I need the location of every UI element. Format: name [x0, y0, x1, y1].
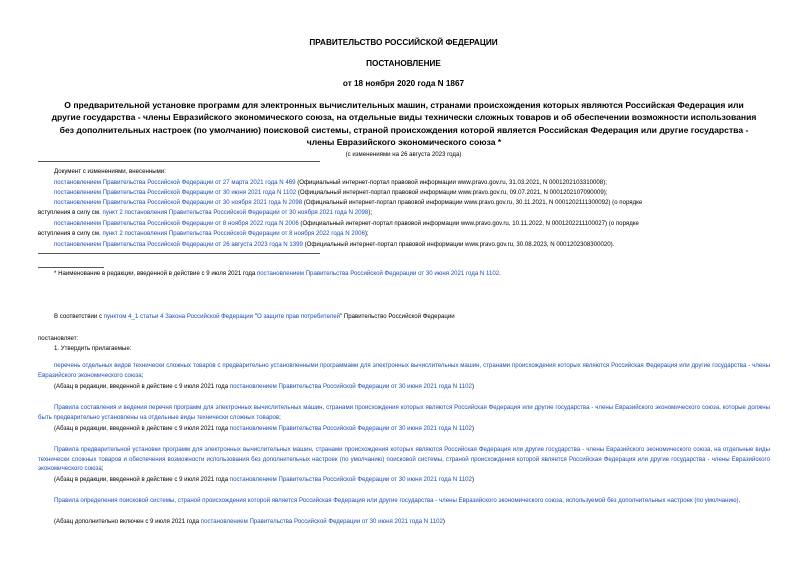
change-item: постановлением Правительства Российской Федерации от 30 июня 2021 года N 1102 (Официальный интернет-портал правовой информации www.pravo.gov.ru, 09.07.2021, N 0001202107090009);: [54, 189, 608, 196]
approved-doc-link[interactable]: Правила предварительной установки программ для электронных вычислительных машин, странами происхождения которых являются Российская Федерация или другие государства - члены Евразийского экономического союза, на отдельные виды технически сложных товаров и обеспечения возможности использования без дополнительных настроек (по умолчанию) поисковой системы, страной происхождения которой является Российская Федерация или другие государства - члены Евразийского экономического союза: [38, 446, 770, 473]
footnote-divider: [38, 267, 104, 268]
change-item: постановлением Правительства Российской Федерации от 30 ноября 2021 года N 2098 (Официальный интернет-портал правовой информации www.pravo.gov.ru, 30.11.2021, N 0001202111300092) (о порядке: [54, 199, 643, 206]
change-item: постановлением Правительства Российской Федерации от 8 ноября 2022 года N 2006 (Официальный интернет-портал правовой информации www.pravo.gov.ru, 10.11.2022, N 0001202211100027) (о порядке: [54, 220, 639, 227]
law-title-link[interactable]: О защите прав потребителей: [256, 313, 340, 320]
law-article-link[interactable]: пунктом 4_1 статьи 4 Закона Российской Федерации: [103, 313, 254, 320]
change-item: постановлением Правительства Российской Федерации от 26 августа 2023 года N 1399 (Официальный интернет-портал правовой информации www.pravo.gov.ru, 30.08.2023, N 0001202308300020).: [54, 241, 615, 248]
title-line: О предварительной установке программ для электронных вычислительных машин, странами происхождения которых являются Российская Федерация или: [64, 100, 744, 110]
title-line: члены Евразийского экономического союза *: [306, 137, 502, 148]
change-link[interactable]: постановлением Правительства Российской Федерации от 8 ноября 2022 года N 2006: [54, 220, 299, 227]
change-link[interactable]: постановлением Правительства Российской Федерации от 26 августа 2023 года N 1399: [54, 241, 303, 248]
change-item: постановлением Правительства Российской Федерации от 27 марта 2021 года N 469 (Официальный интернет-портал правовой информации www.pravo.gov.ru, 31.03.2021, N 0001202103310008);: [54, 179, 607, 186]
item-1: 1. Утвердить прилагаемые:: [54, 345, 132, 352]
change-link[interactable]: постановлением Правительства Российской Федерации от 30 ноября 2021 года N 2098: [54, 199, 303, 206]
revision-note: (Абзац в редакции, введенной в действие с 9 июля 2021 года постановлением Правительства Российской Федерации от 30 июня 2021 года N 1102): [54, 476, 474, 483]
revision-link[interactable]: постановлением Правительства Российской Федерации от 30 июня 2021 года N 1102: [229, 383, 472, 390]
document-title: [34, 99, 774, 149]
change-link[interactable]: постановлением Правительства Российской Федерации от 30 июня 2021 года N 1102: [54, 189, 297, 196]
effective-date-link[interactable]: пункт 2 постановления Правительства Российской Федерации от 30 ноября 2021 года N 2098: [102, 209, 369, 216]
approved-doc-link[interactable]: Правила определения поисковой системы, страной происхождения которой является Российская Федерация или другие государства - члены Евразийского экономического союза, используемой без дополнительных настроек (по умолчанию): [54, 497, 739, 504]
footnote: * Наименование в редакции, введенной в действие с 9 июля 2021 года постановлением Правительства Российской Федерации от 30 июня 2021 года N 1102.: [54, 270, 501, 277]
date-number-heading: от 18 ноября 2020 года N 1867: [342, 79, 465, 88]
footnote-link[interactable]: постановлением Правительства Российской Федерации от 30 июня 2021 года N 1102: [256, 270, 500, 277]
revision-note: (Абзац в редакции, введенной в действие с 9 июля 2021 года постановлением Правительства Российской Федерации от 30 июня 2021 года N 1102): [54, 383, 474, 390]
effective-date-link[interactable]: пункт 2 постановления Правительства Российской Федерации от 8 ноября 2022 года N 2006: [102, 230, 365, 237]
approved-doc: Правила предварительной установки программ для электронных вычислительных машин, странами происхождения которых являются Российская Федерация или другие государства - члены Евразийского экономического союза, на отдельные виды технически сложных товаров и обеспечения возможности использования без дополнительных настроек (по умолчанию) поисковой системы, страной происхождения которой является Российская Федерация или другие государства - члены Евразийского экономического союза;: [38, 446, 770, 473]
revision-note: (Абзац в редакции, введенной в действие с 9 июля 2021 года постановлением Правительства Российской Федерации от 30 июня 2021 года N 1102): [54, 425, 474, 432]
approved-doc: Правила определения поисковой системы, страной происхождения которой является Российская Федерация или другие государства - члены Евразийского экономического союза, используемой без дополнительных настроек (по умолчанию).: [54, 497, 741, 504]
title-line: другие государства - члены Евразийского экономического союза, на отдельные виды технически сложных товаров и об обеспечении возможности использования: [51, 112, 757, 123]
amended-note: (с изменениями на 26 августа 2023 года): [345, 151, 462, 158]
preamble: В соответствии с пунктом 4_1 статьи 4 Закона Российской Федерации "О защите прав потребителей" Правительство Российской Федерации: [54, 313, 455, 320]
change-link[interactable]: постановлением Правительства Российской Федерации от 27 марта 2021 года N 469: [54, 179, 296, 186]
divider: [38, 161, 320, 162]
revision-link[interactable]: постановлением Правительства Российской Федерации от 30 июня 2021 года N 1102: [200, 518, 443, 525]
divider: [38, 253, 320, 254]
changes-intro: Документ с изменениями, внесенными:: [54, 168, 166, 175]
approved-doc-link[interactable]: перечень отдельных видов технически сложных товаров с предварительно установленными программами для электронных вычислительных машин, странами происхождения которых являются Российская Федерация или другие государства - члены Евразийского экономического союза: [38, 362, 770, 379]
title-line: без дополнительных настроек (по умолчанию) поисковой системы, страной происхождения которой является Российская Федерация или другие государства -: [59, 124, 749, 135]
revision-note: (Абзац дополнительно включен с 9 июля 2021 года постановлением Правительства Российской Федерации от 30 июня 2021 года N 1102): [54, 518, 445, 525]
change-item-cont: вступления в силу см. пункт 2 постановления Правительства Российской Федерации от 30 ноября 2021 года N 2098);: [38, 209, 373, 216]
approved-doc-link[interactable]: Правила составления и ведения перечня программ для электронных вычислительных машин, странами происхождения которых являются Российская Федерация или другие государства - члены Евразийского экономического союза, которые должны быть предварительно установлены на отдельные виды технически сложных товаров: [38, 404, 770, 421]
change-item-cont: вступления в силу см. пункт 2 постановления Правительства Российской Федерации от 8 ноября 2022 года N 2006);: [38, 230, 369, 237]
approved-doc: Правила составления и ведения перечня программ для электронных вычислительных машин, странами происхождения которых являются Российская Федерация или другие государства - члены Евразийского экономического союза, которые должны быть предварительно установлены на отдельные виды технически сложных товаров;: [38, 404, 770, 421]
doc-type-heading: ПОСТАНОВЛЕНИЕ: [366, 59, 441, 68]
government-heading: ПРАВИТЕЛЬСТВО РОССИЙСКОЙ ФЕДЕРАЦИИ: [309, 38, 498, 47]
revision-link[interactable]: постановлением Правительства Российской Федерации от 30 июня 2021 года N 1102: [229, 476, 472, 483]
revision-link[interactable]: постановлением Правительства Российской Федерации от 30 июня 2021 года N 1102: [229, 425, 472, 432]
decrees-word: постановляет:: [38, 335, 79, 342]
approved-doc: перечень отдельных видов технически сложных товаров с предварительно установленными программами для электронных вычислительных машин, странами происхождения которых являются Российская Федерация или другие государства - члены Евразийского экономического союза;: [38, 362, 770, 379]
